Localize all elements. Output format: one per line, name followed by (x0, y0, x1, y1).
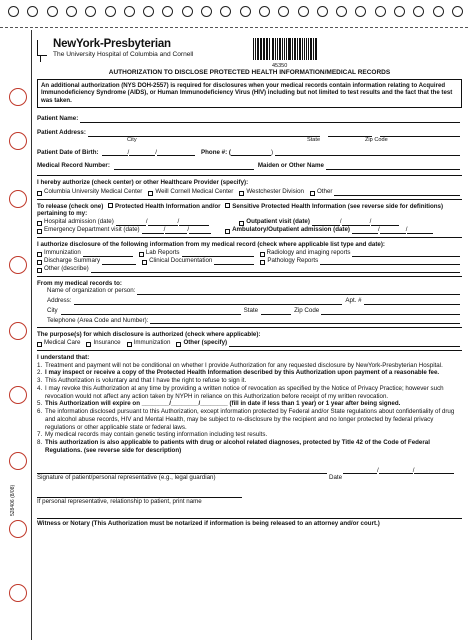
item-text: I may revoke this Authorization at any time by providing a written notice of revocation as specified by the Notice of Privacy Practice; however such revocation would not affect any action taken by NYPH in reliance on this Authorization before receipt of my written revocation. (45, 384, 444, 400)
checkbox-emergency-visit[interactable] (37, 229, 42, 234)
item-number: 6. (37, 408, 43, 416)
recipient-heading: From my medical records to: (37, 279, 122, 287)
dob-label: Patient Date of Birth: (37, 148, 99, 156)
purpose-options (37, 339, 462, 347)
logo (37, 38, 462, 59)
perforation-hole (355, 6, 366, 17)
option-label: Other (316, 187, 333, 195)
checkbox-ambulatory[interactable] (225, 229, 230, 234)
item-number: 4. (37, 384, 43, 392)
binder-hole (9, 256, 27, 274)
recipient-phone-row (47, 317, 462, 325)
barcode-bar (311, 38, 312, 60)
perforation-hole (452, 6, 463, 17)
barcode-bar (279, 38, 280, 60)
release-option-phi: Protected Health Information and/or (115, 202, 221, 210)
perforation-holes-top (0, 6, 468, 22)
understand-item (37, 408, 462, 431)
address-street-field[interactable] (88, 130, 320, 137)
barcode (253, 38, 318, 60)
recipient-phone-field[interactable] (150, 317, 460, 324)
checkbox-radiology[interactable] (260, 252, 265, 257)
divider (37, 199, 462, 200)
disclosure-row-3 (37, 265, 462, 273)
rep-field[interactable] (37, 491, 242, 498)
recipient-state-label: State (243, 306, 259, 314)
option-label: Immunization (133, 339, 171, 347)
barcode-bar (284, 38, 285, 60)
item-text: I may inspect or receive a copy of the Protected Health Information described by this Authorization upon payment of a reasonable fee. (45, 369, 440, 377)
dob-year-field[interactable] (157, 149, 195, 156)
understand-item (37, 400, 462, 408)
recipient-phone-label: Telephone (Area Code and Number): (47, 316, 149, 324)
perforation-hole (278, 6, 289, 17)
binder-hole (9, 386, 27, 404)
barcode-bar (267, 38, 268, 60)
mrn-label: Medical Record Number: (37, 162, 110, 170)
lab-reports-label: Lab Reports (145, 249, 180, 257)
checkbox-phi[interactable] (108, 203, 113, 208)
checkbox-westchester[interactable] (239, 191, 244, 196)
perforation-hole (394, 6, 405, 17)
checkbox-immunization[interactable] (37, 252, 42, 257)
option-label: Medical Care (44, 339, 81, 347)
binder-hole (9, 88, 27, 106)
patient-address-row (37, 129, 462, 137)
binder-hole (9, 520, 27, 538)
checkbox-insurance[interactable] (86, 342, 91, 347)
perforation-hole (124, 6, 135, 17)
authorize-heading: I hereby authorize (check center) or other Healthcare Provider (specify): (37, 179, 249, 187)
maiden-field[interactable] (326, 163, 460, 170)
date-field[interactable] (371, 219, 399, 226)
perforation-hole (298, 6, 309, 17)
state-caption: State (307, 136, 321, 143)
date-field[interactable] (380, 227, 406, 234)
item-number: 1. (37, 361, 43, 369)
understand-item (37, 369, 462, 377)
address-captions (37, 137, 462, 144)
item-number: 5. (37, 400, 43, 408)
recipient-block (37, 287, 462, 324)
recipient-address-label: Address: (47, 297, 72, 305)
item-text: This Authorization will expire on ________/________/________ (fill in date if less than 1 year) or 1 year after being signed. (45, 400, 401, 408)
perforation-hole (105, 6, 116, 17)
form-code: 528406 (8/08) (10, 484, 16, 516)
emergency-visit-label: Emergency Department visit (date) (44, 225, 140, 233)
discharge-label: Discharge Summary (44, 257, 101, 265)
mrn-row (37, 162, 462, 170)
immunization-label: Immunization (44, 249, 81, 257)
recipient-org-label: Name of organization or person: (47, 287, 136, 295)
disclosure-row-1 (37, 249, 462, 257)
option-label: Other (specify) (183, 339, 228, 347)
disclosure-heading: I authorize disclosure of the following information from my medical record (check where applicable list type and date): (37, 240, 385, 248)
dob-month-field[interactable] (102, 149, 128, 156)
perforation-hole (66, 6, 77, 17)
checkbox-purpose-immunization[interactable] (127, 342, 132, 347)
barcode-bar (260, 38, 261, 60)
apt-field[interactable] (364, 298, 460, 305)
phone-area-field[interactable] (231, 149, 271, 156)
pathology-label: Pathology Reports (267, 257, 319, 265)
address-zip-field[interactable] (380, 130, 460, 137)
recipient-address-row (47, 297, 462, 305)
city-caption: City (127, 136, 137, 143)
release-option-sensitive: Sensitive Protected Health Information (see reverse side for definitions) pertaining to my: (37, 202, 444, 218)
understand-list (37, 362, 462, 455)
barcode-bar (316, 38, 317, 60)
barcode-bar (306, 38, 307, 60)
maiden-label: Maiden or Other Name (257, 162, 324, 170)
barcode-bar (253, 38, 254, 60)
option-label: Columbia University Medical Center (44, 187, 143, 195)
patient-name-row (37, 115, 462, 123)
org-subtitle: The University Hospital of Columbia and Cornell (53, 50, 194, 58)
option-label: Weill Cornell Medical Center (155, 187, 234, 195)
recipient-state-field[interactable] (261, 308, 291, 315)
witness-caption: Witness or Notary (This Authorization must be notarized if information is being released to an attorney and/or court.) (37, 518, 462, 528)
divider (37, 276, 462, 277)
option-label: Insurance (93, 339, 121, 347)
barcode-bar (286, 38, 287, 60)
divider (37, 175, 462, 176)
item-number: 3. (37, 377, 43, 385)
phone-label: Phone #: ( (201, 148, 231, 156)
checkbox-hospital-admission[interactable] (37, 221, 42, 226)
checkbox-purpose-other[interactable] (176, 342, 181, 347)
patient-name-field[interactable] (80, 116, 460, 123)
recipient-zip-label: Zip Code (294, 306, 320, 314)
logo-mark (37, 40, 47, 56)
radiology-label: Radiology and imaging reports (266, 249, 351, 257)
recipient-city-label: City (47, 306, 58, 314)
immunization-field[interactable] (83, 250, 133, 257)
checkbox-pathology[interactable] (260, 260, 265, 265)
authorize-options (37, 188, 462, 196)
discharge-field[interactable] (102, 258, 136, 265)
checkbox-sensitive-phi[interactable] (225, 203, 230, 208)
other-describe-label: Other (describe) (44, 264, 89, 272)
recipient-city-field[interactable] (61, 308, 241, 315)
item-text: This Authorization is voluntary and that I have the right to refuse to sign it. (45, 377, 247, 385)
barcode-bar (299, 38, 300, 60)
item-text: This authorization is also applicable to patients with drug or alcohol related diagnoses, protected by Title 42 of the Code of Federal Regulations. (see reverse side for description) (45, 439, 430, 454)
perforation-hole (162, 6, 173, 17)
binder-hole (9, 190, 27, 208)
date-field[interactable] (189, 227, 211, 234)
recipient-address-field[interactable] (74, 298, 342, 305)
understand-heading: I understand that: (37, 353, 90, 361)
hospital-admission-label: Hospital admission (date) (44, 218, 114, 226)
date-field[interactable] (379, 467, 413, 474)
radiology-field[interactable] (352, 250, 460, 257)
notice-box: An additional authorization (NYS DOH-2557) is required for disclosures when your medical records contain information relating to Acquired Immunodeficiency Syndrome (AIDS), or Human Immunodeficiency Virus (HIV) including but not limited to test results and the fact that the test was taken. (37, 79, 462, 108)
option-label: Westchester Division (246, 187, 304, 195)
pathology-field[interactable] (320, 258, 460, 265)
date-caption: Date (329, 474, 343, 482)
barcode-number: 45350 (272, 63, 288, 69)
understand-item (37, 377, 462, 385)
release-row (37, 203, 462, 219)
zip-caption: Zip Code (365, 136, 388, 143)
mrn-field[interactable] (114, 163, 254, 170)
binder-hole (9, 584, 27, 602)
recipient-zip-field[interactable] (321, 308, 460, 315)
ambulatory-label: Ambulatory/Outpatient admission (date) (232, 225, 350, 233)
perforation-hole (143, 6, 154, 17)
barcode-bar (304, 38, 305, 60)
perforation-hole (201, 6, 212, 17)
date-field[interactable] (165, 227, 187, 234)
release-label: To release (check one) (37, 202, 104, 210)
form-content (37, 38, 462, 528)
item-number: 7. (37, 431, 43, 439)
perforation-hole (413, 6, 424, 17)
other-describe-field[interactable] (91, 266, 460, 273)
signature-caption: Signature of patient/personal representative (e.g., legal guardian) (37, 474, 216, 482)
outpatient-visit-label: Outpatient visit (date) (246, 218, 310, 226)
perforation-hole (85, 6, 96, 17)
checkbox-other-describe[interactable] (37, 268, 42, 273)
date-field[interactable] (414, 467, 454, 474)
date-field[interactable] (352, 227, 378, 234)
perforation-hole (8, 6, 19, 17)
purpose-heading: The purpose(s) for which disclosure is authorized (check where applicable): (37, 331, 261, 339)
perforation-hole (47, 6, 58, 17)
form-title: AUTHORIZATION TO DISCLOSE PROTECTED HEALTH INFORMATION/MEDICAL RECORDS (108, 68, 391, 76)
item-text: My medical records may contain genetic testing information including test results. (45, 431, 268, 439)
understand-item (37, 431, 462, 439)
other-provider-field[interactable] (334, 189, 460, 196)
perforation-line (0, 27, 468, 28)
apt-label: Apt. # (345, 297, 362, 305)
visit-row-1: Hospital admission (date) / / Outpatient visit (date) / / (37, 218, 462, 226)
divider (37, 327, 462, 328)
checkbox-medical-care[interactable] (37, 342, 42, 347)
checkbox-lab-reports[interactable] (139, 252, 144, 257)
divider (37, 350, 462, 351)
recipient-org-row (47, 287, 462, 295)
barcode-bar (273, 38, 274, 60)
disclosure-row-2 (37, 257, 462, 265)
date-field[interactable] (342, 219, 370, 226)
phone-number-field[interactable] (275, 149, 460, 156)
understand-item (37, 362, 462, 370)
dob-day-field[interactable] (129, 149, 155, 156)
item-number: 2. (37, 369, 43, 377)
perforation-hole (336, 6, 347, 17)
barcode-bar (289, 38, 290, 60)
perforation-hole (433, 6, 444, 17)
understand-item (37, 439, 462, 455)
rep-line-row (37, 491, 462, 498)
signature-field[interactable] (37, 467, 327, 474)
date-field[interactable] (312, 219, 340, 226)
checkbox-other-provider[interactable] (310, 191, 315, 196)
perforation-hole (259, 6, 270, 17)
barcode-bar (258, 38, 259, 60)
checkbox-cumc[interactable] (37, 191, 42, 196)
patient-address-label: Patient Address: (37, 128, 86, 136)
date-field[interactable] (148, 219, 178, 226)
perforation-hole (240, 6, 251, 17)
binder-hole (9, 322, 27, 340)
date-field[interactable] (179, 219, 209, 226)
perforation-hole (27, 6, 38, 17)
binder-hole (9, 452, 27, 470)
perforation-hole (317, 6, 328, 17)
signature-lines: / / (37, 467, 462, 475)
date-field[interactable] (116, 219, 146, 226)
clinical-doc-label: Clinical Documentation (149, 257, 213, 265)
understand-item (37, 385, 462, 401)
margin-line (31, 30, 32, 640)
barcode-bar (269, 38, 270, 60)
checkbox-weill[interactable] (148, 191, 153, 196)
binder-hole (9, 132, 27, 150)
item-text: Treatment and payment will not be conditional on whether I provide Authorization for any requested disclosure by NewYork-Presbyterian Hospital. (45, 361, 443, 369)
rep-caption: If personal representative, relationship to patient, print name (37, 498, 202, 506)
date-field[interactable] (407, 227, 433, 234)
dob-row: Patient Date of Birth: / / Phone #: ( ) (37, 149, 462, 157)
signature-captions (37, 474, 462, 482)
checkbox-discharge[interactable] (37, 260, 42, 265)
perforation-hole (182, 6, 193, 17)
date-field[interactable] (142, 227, 164, 234)
item-number: 8. (37, 439, 43, 447)
checkbox-clinical-doc[interactable] (142, 260, 147, 265)
purpose-other-field[interactable] (229, 340, 460, 347)
perforation-hole (220, 6, 231, 17)
barcode-bar (295, 38, 296, 60)
item-text: The information disclosed pursuant to this Authorization, except information protected by Federal and/or State regulations about confidentiality of drug and alcohol abuse records, HIV and Mental Health, may be subject to re-disclosure by the recipient and no longer protected by federal privacy regulations or other applicable state or federal laws. (45, 408, 455, 431)
perforation-hole (375, 6, 386, 17)
address-state-field[interactable] (328, 130, 372, 137)
recipient-city-row (47, 307, 462, 315)
recipient-org-field[interactable] (137, 288, 460, 295)
visit-row-2: Emergency Department visit (date) / / Ambulatory/Outpatient admission (date) / / (37, 226, 462, 234)
date-field[interactable] (343, 467, 377, 474)
lab-reports-field[interactable] (182, 250, 254, 257)
patient-name-label: Patient Name: (37, 115, 79, 123)
clinical-doc-field[interactable] (214, 258, 254, 265)
org-name: NewYork-Presbyterian (53, 38, 171, 50)
divider (37, 237, 462, 238)
